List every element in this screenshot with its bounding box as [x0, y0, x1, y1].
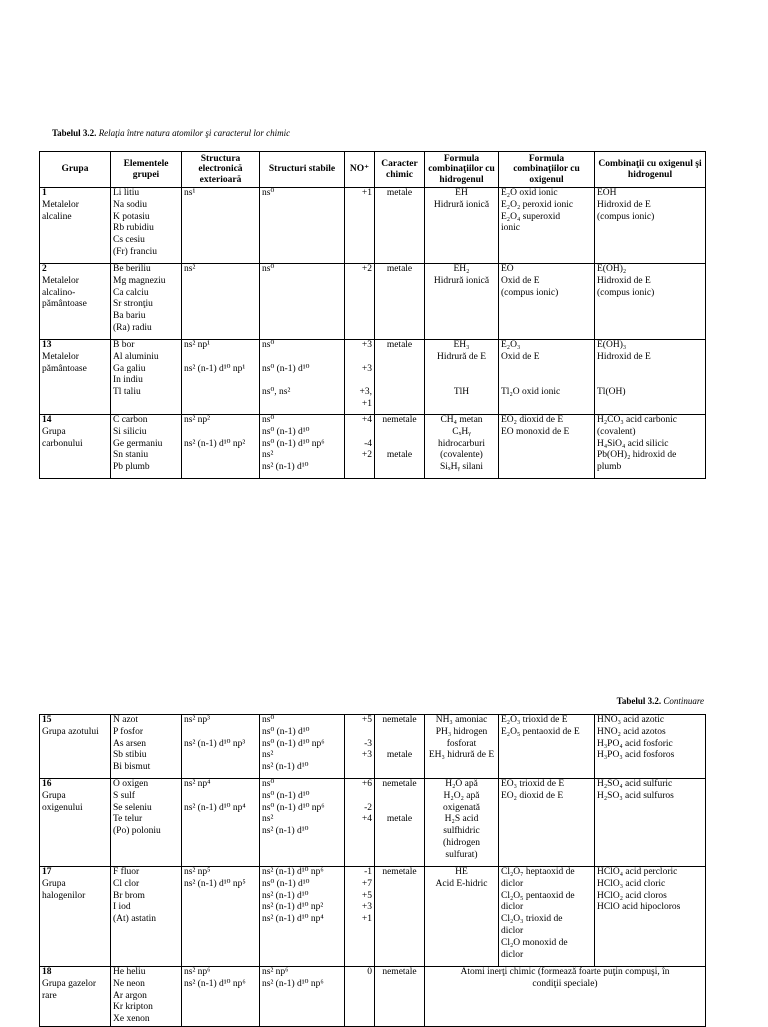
header-hydrogen: Formula combinaţiilor cu hidrogenul: [425, 152, 499, 188]
character-cell: nemetale metale: [375, 415, 425, 479]
inert-note-cell: Atomi inerţi chimic (formează foarte puţin compuşi, în condiţii speciale): [425, 967, 706, 1027]
group-number: 14: [42, 415, 52, 425]
table-caption-title: Relaţia între natura atomilor şi caracterul lor chimic: [98, 128, 291, 138]
hydrogen-cell: EH₃ Hidrură de E TlH: [425, 340, 499, 415]
hydrogen-cell: H₂O apă H₂O₂ apă oxigenată H₂S acid sulfhidric (hidrogen sulfurat): [425, 779, 499, 867]
character-cell: metale: [375, 340, 425, 415]
group-cell: [40, 264, 111, 340]
group-number: 2: [42, 264, 47, 274]
config-cell: ns² np³ ns² (n-1) d¹⁰ np³: [182, 715, 260, 779]
oxygen-cell: Cl₂O₇ heptaoxid de diclor Cl₂O₅ pentaoxid de diclor Cl₂O₃ trioxid de diclor Cl₂O monoxid de diclor: [499, 867, 595, 967]
header-oxygen: Formula combinaţiilor cu oxigenul: [499, 152, 595, 188]
group-number: 13: [42, 340, 52, 350]
no-cell: +4 -4 +2: [345, 415, 375, 479]
hydroxide-cell: EOH Hidroxid de E (compus ionic): [595, 188, 706, 264]
stable-cell: ns² (n-1) d¹⁰ np⁶ ns⁰ (n-1) d¹⁰ ns² (n-1) d¹⁰ ns² (n-1) d¹⁰ np² ns² (n-1) d¹⁰ np⁴: [260, 867, 345, 967]
character-cell: nemetale: [375, 967, 425, 1027]
elements-cell: N azot P fosfor As arsen Sb stibiu Bi bismut: [111, 715, 182, 779]
hydroxide-cell: HNO₃ acid azotic HNO₂ acid azotos H₃PO₄ acid fosforic H₃PO₃ acid fosforos: [595, 715, 706, 779]
hydrogen-cell: CH₄ metan CₓHᵧ hidrocarburi (covalente) SiₓHᵧ silani: [425, 415, 499, 479]
config-cell: ns² np¹ ns² (n-1) d¹⁰ np¹: [182, 340, 260, 415]
table-row: [40, 340, 706, 415]
group-number: 16: [42, 779, 52, 789]
group-name: Grupa gazelor rare: [42, 978, 97, 1001]
table-row: [40, 264, 706, 340]
no-cell: 0: [345, 967, 375, 1027]
no-cell: +6 -2 +4: [345, 779, 375, 867]
hydroxide-cell: E(OH)₂ Hidroxid de E (compus ionic): [595, 264, 706, 340]
character-cell: nemetale metale: [375, 779, 425, 867]
table-row: [40, 415, 706, 479]
hydroxide-cell: H₂CO₃ acid carbonic (covalent) H₄SiO₄ acid silicic Pb(OH)₂ hidroxid de plumb: [595, 415, 706, 479]
group-name: Grupa halogenilor: [42, 878, 86, 901]
header-no: NO⁺: [345, 152, 375, 188]
header-elements: Elementele grupei: [111, 152, 182, 188]
group-cell: [40, 867, 111, 967]
elements-cell: Li litiu Na sodiu K potasiu Rb rubidiu Cs cesiu (Fr) franciu: [111, 188, 182, 264]
table-part-2: [39, 714, 706, 1027]
config-cell: ns² np² ns² (n-1) d¹⁰ np²: [182, 415, 260, 479]
table-row: [40, 188, 706, 264]
table-caption: [52, 128, 290, 138]
elements-cell: He heliu Ne neon Ar argon Kr kripton Xe xenon: [111, 967, 182, 1027]
elements-cell: Be beriliu Mg magneziu Ca calciu Sr stronţiu Ba bariu (Ra) radiu: [111, 264, 182, 340]
stable-cell: ns⁰ ns⁰ (n-1) d¹⁰ ns⁰ (n-1) d¹⁰ np⁶ ns² ns² (n-1) d¹⁰: [260, 779, 345, 867]
no-cell: +2: [345, 264, 375, 340]
stable-cell: ns⁰ ns⁰ (n-1) d¹⁰ ns⁰ (n-1) d¹⁰ np⁶ ns² ns² (n-1) d¹⁰: [260, 715, 345, 779]
group-cell: [40, 779, 111, 867]
group-name: Metalelor pământoase: [42, 351, 87, 374]
stable-cell: ns⁰: [260, 188, 345, 264]
elements-cell: C carbon Si siliciu Ge germaniu Sn staniu Pb plumb: [111, 415, 182, 479]
group-number: 1: [42, 188, 47, 198]
character-cell: nemetale metale: [375, 715, 425, 779]
table-row: [40, 867, 706, 967]
table-row: [40, 715, 706, 779]
group-name: Grupa carbonului: [42, 426, 83, 449]
group-name: Grupa oxigenului: [42, 790, 83, 813]
no-cell: +5 -3 +3: [345, 715, 375, 779]
config-cell: ns² np⁴ ns² (n-1) d¹⁰ np⁴: [182, 779, 260, 867]
oxygen-cell: EO Oxid de E (compus ionic): [499, 264, 595, 340]
oxygen-cell: E₂O oxid ionic E₂O₂ peroxid ionic E₂O₄ superoxid ionic: [499, 188, 595, 264]
config-cell: ns² np⁶ ns² (n-1) d¹⁰ np⁶: [182, 967, 260, 1027]
stable-cell: ns⁰ ns⁰ (n-1) d¹⁰ ns⁰, ns²: [260, 340, 345, 415]
config-cell: ns²: [182, 264, 260, 340]
no-cell: -1 +7 +5 +3 +1: [345, 867, 375, 967]
stable-cell: ns⁰ ns⁰ (n-1) d¹⁰ ns⁰ (n-1) d¹⁰ np⁶ ns² ns² (n-1) d¹⁰: [260, 415, 345, 479]
table-row: [40, 779, 706, 867]
table-part-1: [39, 151, 706, 479]
group-cell: [40, 188, 111, 264]
oxygen-cell: EO₂ dioxid de E EO monoxid de E: [499, 415, 595, 479]
header-hydroxide: Combinaţii cu oxigenul şi hidrogenul: [595, 152, 706, 188]
no-cell: +3 +3 +3, +1: [345, 340, 375, 415]
hydroxide-cell: HClO₄ acid percloric HClO₃ acid cloric HClO₂ acid cloros HClO acid hipocloros: [595, 867, 706, 967]
group-name: Metalelor alcalino- pământoase: [42, 275, 87, 310]
config-cell: ns² np⁵ ns² (n-1) d¹⁰ np⁵: [182, 867, 260, 967]
oxygen-cell: EO₃ trioxid de E EO₂ dioxid de E: [499, 779, 595, 867]
stable-cell: ns⁰: [260, 264, 345, 340]
table-header-row: [40, 152, 706, 188]
group-number: 18: [42, 967, 52, 977]
group-name: Metalelor alcaline: [42, 199, 79, 222]
group-number: 15: [42, 715, 52, 725]
group-name: Grupa azotului: [42, 726, 99, 737]
table-caption-title: Continuare: [663, 696, 704, 706]
character-cell: nemetale: [375, 867, 425, 967]
oxygen-cell: E₂O₃ Oxid de E Tl₂O oxid ionic: [499, 340, 595, 415]
stable-cell: ns² np⁶ ns² (n-1) d¹⁰ np⁶: [260, 967, 345, 1027]
table-caption-continued: [617, 696, 704, 706]
character-cell: metale: [375, 188, 425, 264]
elements-cell: F fluor Cl clor Br brom I iod (At) astatin: [111, 867, 182, 967]
no-cell: +1: [345, 188, 375, 264]
hydroxide-cell: H₂SO₄ acid sulfuric H₂SO₃ acid sulfuros: [595, 779, 706, 867]
group-number: 17: [42, 867, 52, 877]
config-cell: ns¹: [182, 188, 260, 264]
header-config: Structura electronică exterioară: [182, 152, 260, 188]
oxygen-cell: E₂O₃ trioxid de E E₂O₅ pentaoxid de E: [499, 715, 595, 779]
hydrogen-cell: EH Hidrură ionică: [425, 188, 499, 264]
group-cell: [40, 415, 111, 479]
hydrogen-cell: NH₃ amoniac PH₃ hidrogen fosforat EH₃ hidrură de E: [425, 715, 499, 779]
table-caption-label: Tabelul 3.2.: [52, 128, 97, 138]
elements-cell: O oxigen S sulf Se seleniu Te telur (Po) poloniu: [111, 779, 182, 867]
header-stable: Structuri stabile: [260, 152, 345, 188]
elements-cell: B bor Al aluminiu Ga galiu In indiu Tl taliu: [111, 340, 182, 415]
group-cell: [40, 715, 111, 779]
header-grupa: Grupa: [40, 152, 111, 188]
hydrogen-cell: EH₂ Hidrură ionică: [425, 264, 499, 340]
table-caption-label: Tabelul 3.2.: [616, 696, 662, 706]
group-cell: [40, 340, 111, 415]
header-character: Caracter chimic: [375, 152, 425, 188]
character-cell: metale: [375, 264, 425, 340]
hydrogen-cell: HE Acid E-hidric: [425, 867, 499, 967]
table-row: [40, 967, 706, 1027]
group-cell: [40, 967, 111, 1027]
hydroxide-cell: E(OH)₃ Hidroxid de E Tl(OH): [595, 340, 706, 415]
